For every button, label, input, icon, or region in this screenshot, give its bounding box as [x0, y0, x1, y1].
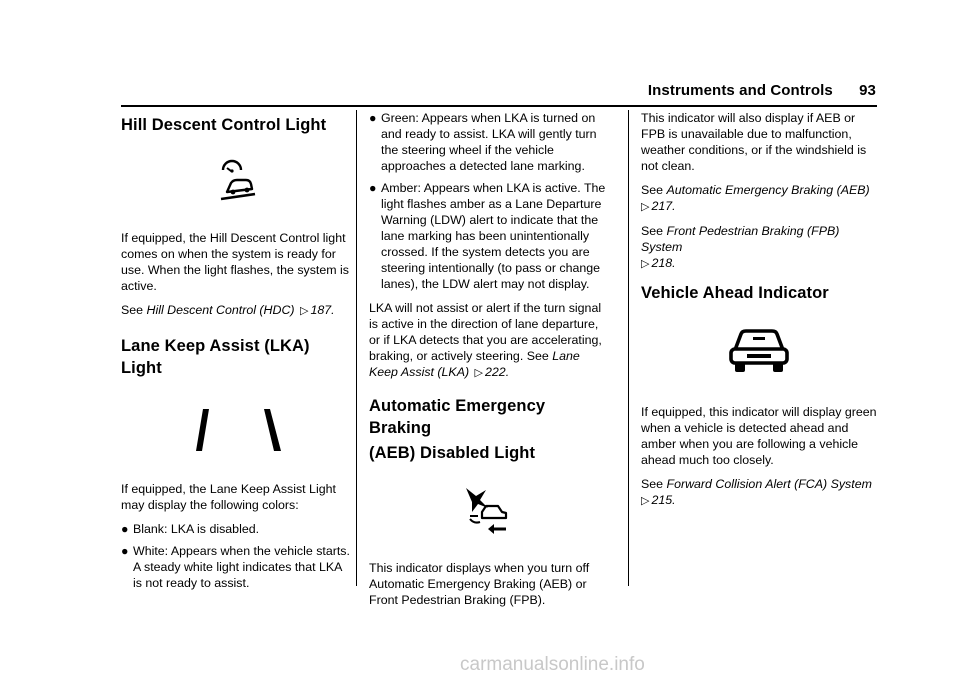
fpb-ref-link[interactable]: Front Pedestrian Braking (FPB) System — [641, 224, 840, 254]
hdc-see: See Hill Descent Control (HDC) ▷ 187. — [121, 303, 335, 317]
lka-intro: If equipped, the Lane Keep Assist Light may display the following colors: — [121, 482, 336, 512]
hdc-ref-page[interactable]: 187. — [310, 303, 335, 317]
page-ref-arrow-icon: ▷ — [641, 258, 650, 270]
page-header — [648, 82, 876, 99]
column-divider — [628, 110, 629, 586]
bullet-icon: ● — [369, 181, 377, 195]
aeb-heading-line1: Automatic Emergency Braking — [369, 397, 546, 437]
header-rule — [121, 105, 877, 107]
bullet-icon: ● — [121, 544, 129, 558]
lka-ref-link[interactable]: Lane Keep Assist (LKA) — [369, 349, 580, 379]
aeb-continued: This indicator will also display if AEB or FPB is unavailable due to malfunction, weather conditions, or if the windshield is not clean. — [641, 111, 867, 173]
aeb-ref-page[interactable]: 217. — [651, 199, 676, 213]
vai-ref-link[interactable]: Forward Collision Alert (FCA) System — [666, 477, 872, 491]
list-item: ● Amber: Appears when LKA is active. The light flashes amber as a Lane Departure Warning (LDW) alert to indicate that the lane marking has been unintentionally crossed. If the system detects you are steering intentionally (to pass or change lanes), the LDW alert may not display. — [369, 181, 606, 291]
aeb-ref-link[interactable]: Automatic Emergency Braking (AEB) — [666, 183, 870, 197]
vehicle-ahead-icon — [641, 328, 877, 374]
vai-heading: Vehicle Ahead Indicator — [641, 284, 829, 302]
page-ref-arrow-icon: ▷ — [299, 305, 309, 317]
aeb-body: This indicator displays when you turn off Automatic Emergency Braking (AEB) or Front Pedestrian Braking (FPB). — [369, 561, 590, 607]
lane-keep-assist-icon — [121, 407, 352, 453]
page-ref-arrow-icon: ▷ — [641, 495, 650, 507]
fpb-ref-page[interactable]: 218. — [651, 256, 676, 270]
lka-heading: Lane Keep Assist (LKA) Light — [121, 337, 310, 377]
hdc-heading: Hill Descent Control Light — [121, 116, 327, 134]
aeb-see-ref1: See Automatic Emergency Braking (AEB) ▷ 217. — [641, 183, 870, 213]
fpb-see-ref: See Front Pedestrian Braking (FPB) System ▷ 218. — [641, 224, 840, 270]
column-divider — [356, 110, 357, 586]
vai-body: If equipped, this indicator will display green when a vehicle is detected ahead and amber when you are following a vehicle ahead much too closely. — [641, 405, 877, 467]
lka-note: LKA will not assist or alert if the turn signal is active in the direction of lane departure, or if LKA detects that you are accelerating, braking, or actively steering. See Lane Keep Assist (LKA) ▷ 222. — [369, 301, 602, 379]
column-3 — [641, 110, 877, 517]
bullet-icon: ● — [369, 111, 377, 125]
section-title: Instruments and Controls — [647, 82, 833, 99]
lka-bullet-list-2 — [369, 110, 609, 292]
bullet-icon: ● — [121, 522, 129, 536]
page-number: 93 — [859, 82, 876, 99]
list-item: ● Blank: LKA is disabled. — [121, 522, 260, 536]
aeb-heading-line2: (AEB) Disabled Light — [369, 444, 536, 462]
watermark: carmanualsonline.info — [460, 654, 645, 675]
list-item: ● White: Appears when the vehicle starts. A steady white light indicates that LKA is not ready to assist. — [121, 544, 350, 590]
page-ref-arrow-icon: ▷ — [641, 201, 650, 213]
column-2 — [369, 110, 609, 616]
hdc-ref-link[interactable]: Hill Descent Control (HDC) — [146, 303, 295, 317]
lka-ref-page[interactable]: 222. — [485, 365, 510, 379]
aeb-disabled-icon — [369, 486, 609, 536]
page-ref-arrow-icon: ▷ — [474, 367, 484, 379]
hdc-body: If equipped, the Hill Descent Control light comes on when the system is ready for use. When the light flashes, the system is active. — [121, 231, 349, 293]
lka-bullet-list-1 — [121, 521, 352, 591]
vai-ref-page[interactable]: 215. — [651, 493, 676, 507]
vai-see-ref: See Forward Collision Alert (FCA) System ▷ 215. — [641, 477, 872, 507]
list-item: ● Green: Appears when LKA is turned on and ready to assist. LKA will gently turn the steering wheel if the vehicle approaches a detected lane marking. — [369, 111, 597, 173]
column-1 — [121, 110, 352, 599]
hill-descent-control-icon — [121, 156, 352, 204]
